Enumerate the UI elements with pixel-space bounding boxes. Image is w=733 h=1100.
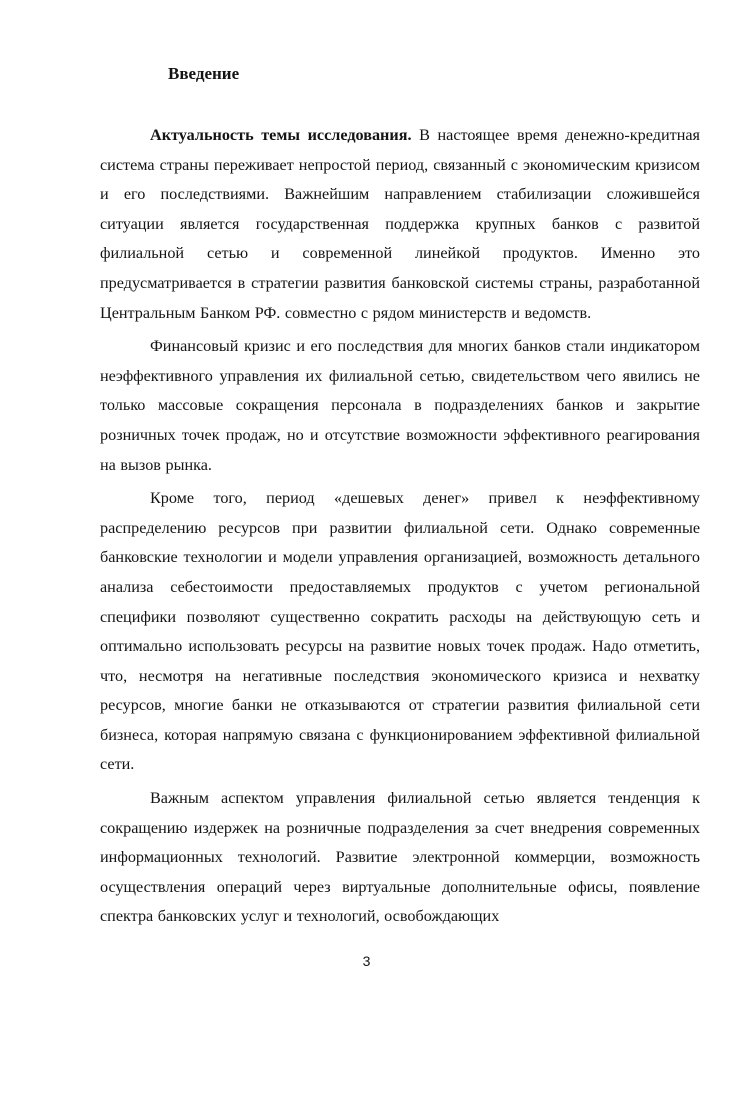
paragraph-financial-crisis: Финансовый кризис и его последствия для многих банков стали индикатором неэффективного управления их филиальной сетью, свидетельством чего явились не только массовые сокращения персонала в подразделениях банков и закрытие розничных точек продаж, но и отсутствие возможности эффективного реагирования на вызов рынка. [100,337,700,474]
body-text [100,121,700,932]
section-heading: Введение [168,64,240,83]
page-number: 3 [362,953,371,969]
paragraph-relevance [100,121,700,328]
paragraph-text: В настоящее время денежно-кредитная система страны переживает непростой период, связанный с экономическим кризисом и его последствиями. Важнейшим направлением стабилизации сложившейся ситуации является государственная поддержка крупных банков с развитой филиальной сетью и современной линейкой продуктов. Именно это предусматривается в стратегии развития банковской системы страны, разработанной Центральным Банком РФ. совместно с рядом министерств и ведомств. [100,126,700,322]
paragraph-cheap-money: Кроме того, период «дешевых денег» привел к неэффективному распределению ресурсов при развитии филиальной сети. Однако современные банковские технологии и модели управления организацией, возможность детального анализа себестоимости предоставляемых продуктов с учетом региональной специфики позволяют существенно сократить расходы на действующую сеть и оптимально использовать ресурсы на развитие новых точек продаж. Надо отметить, что, несмотря на негативные последствия экономического кризиса и нехватку ресурсов, многие банки не отказываются от стратегии развития филиальной сети бизнеса, которая напрямую связана с функционированием эффективной филиальной сети. [100,489,700,774]
paragraph-lead: Актуальность темы исследования. [150,126,412,144]
paragraph-cost-reduction: Важным аспектом управления филиальной сетью является тенденция к сокращению издержек на розничные подразделения за счет внедрения современных информационных технологий. Развитие электронной коммерции, возможность осуществления операций через виртуальные дополнительные офисы, появление спектра банковских услуг и технологий, освобождающих [100,789,700,926]
